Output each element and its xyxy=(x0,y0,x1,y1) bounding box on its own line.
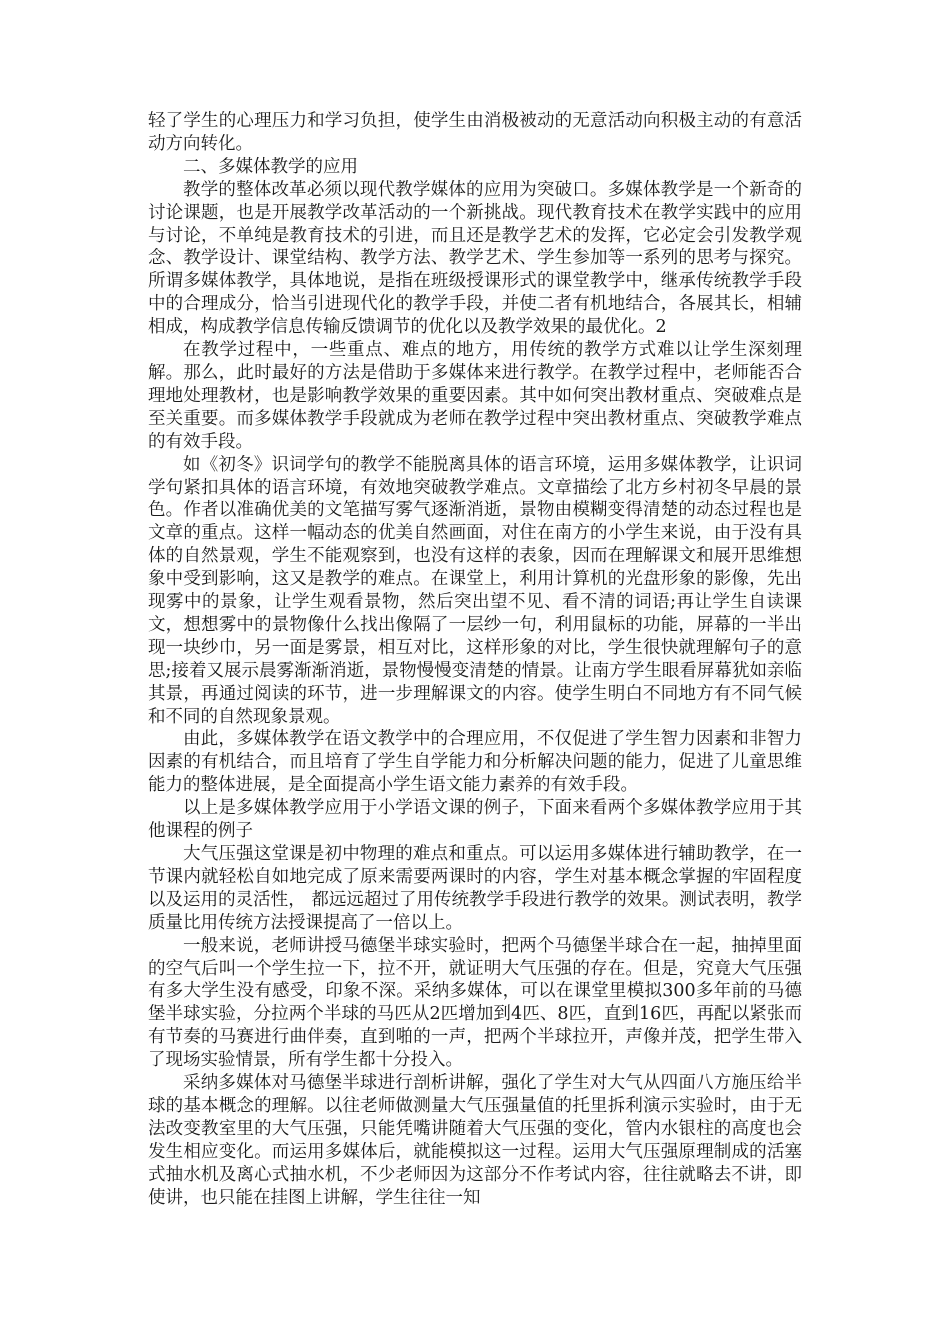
document-body xyxy=(148,110,802,1210)
paragraph-9: 一般来说，老师讲授马德堡半球实验时，把两个马德堡半球合在一起，抽掉里面的空气后叫一个学生拉一下，拉不开，就证明大气压强的存在。但是，究竟大气压强有多大学生没有感受，印象不深。采纳多媒体，可以在课堂里模拟300多年前的马德堡半球实验，分拉两个半球的马匹从2匹增加到4匹、8匹，直到16匹，再配以紧张而有节奏的马赛进行曲伴奏，直到啪的一声，把两个半球拉开，声像并茂，把学生带入了现场实验情景，所有学生都十分投入。 xyxy=(148,935,802,1071)
section-heading: 二、多媒体教学的应用 xyxy=(183,156,358,177)
paragraph-7: 以上是多媒体教学应用于小学语文课的例子，下面来看两个多媒体教学应用于其他课程的例子 xyxy=(148,798,802,842)
paragraph-1: 轻了学生的心理压力和学习负担，使学生由消极被动的无意活动向积极主动的有意活动方向转化。 xyxy=(148,111,802,154)
paragraph-10: 采纳多媒体对马德堡半球进行剖析讲解，强化了学生对大气从四面八方施压给半球的基本概念的理解。以往老师做测量大气压强量值的托里拆利演示实验时，由于无法改变教室里的大气压强，只能凭嘴讲随着大气压强的变化，管内水银柱的高度也会发生相应变化。而运用多媒体后，就能模拟这一过程。运用大气压强原理制成的活塞式抽水机及离心式抽水机，不少老师因为这部分不作考试内容，往往就略去不讲，即使讲，也只能在挂图上讲解，学生往往一知 xyxy=(148,1073,802,1208)
paragraph-6: 由此，多媒体教学在语文教学中的合理应用，不仅促进了学生智力因素和非智力因素的有机结合，而且培育了学生自学能力和分析解决问题的能力，促进了儿童思维能力的整体进展，是全面提高小学生语文能力素养的有效手段。 xyxy=(148,729,802,796)
paragraph-8: 大气压强这堂课是初中物理的难点和重点。可以运用多媒体进行辅助教学，在一节课内就轻松自如地完成了原来需要两课时的内容，学生对基本概念掌握的牢固程度以及运用的灵活性， 都远远超过了用传统教学手段进行教学的效果。测试表明，教学质量比用传统方法授课提高了一倍以上。 xyxy=(148,844,802,933)
paragraph-5: 如《初冬》识词学句的教学不能脱离具体的语言环境，运用多媒体教学，让识词学句紧扣具体的语言环境，有效地突破教学难点。文章描绘了北方乡村初冬早晨的景色。作者以准确优美的文笔描写雾气逐渐消逝，景物由模糊变得清楚的动态过程也是文章的重点。这样一幅动态的优美自然画面，对住在南方的小学生来说，由于没有具体的自然景观，学生不能观察到，也没有这样的表象，因而在理解课文和展开思维想象中受到影响，这又是教学的难点。在课堂上，利用计算机的光盘形象的影像，先出现雾中的景象，让学生观看景物，然后突出望不见、看不清的词语;再让学生自读课文，想想雾中的景物像什么找出像隔了一层纱一句，利用鼠标的功能，屏幕的一半出现一块纱巾，另一面是雾景，相互对比，这样形象的对比，学生很快就理解句子的意思;接着又展示晨雾渐渐消逝，景物慢慢变清楚的情景。让南方学生眼看屏幕犹如亲临其景，再通过阅读的环节，进一步理解课文的内容。使学生明白不同地方有不同气候和不同的自然现象景观。 xyxy=(148,454,802,727)
paragraph-3: 教学的整体改革必须以现代教学媒体的应用为突破口。多媒体教学是一个新奇的讨论课题，也是开展教学改革活动的一个新挑战。现代教育技术在教学实践中的应用与讨论，不单纯是教育技术的引进，而且还是教学艺术的发挥，它必定会引发教学观念、教学设计、课堂结构、教学方法、教学艺术、学生参加等一系列的思考与探究。所谓多媒体教学，具体地说，是指在班级授课形式的课堂教学中，继承传统教学手段中的合理成分，恰当引进现代化的教学手段，并使二者有机地结合，各展其长，相辅相成，构成教学信息传输反馈调节的优化以及教学效果的最优化。2 xyxy=(148,179,802,338)
paragraph-4: 在教学过程中，一些重点、难点的地方，用传统的教学方式难以让学生深刻理解。那么，此时最好的方法是借助于多媒体来进行教学。在教学过程中，老师能否合理地处理教材，也是影响教学效果的重要因素。其中如何突出教材重点、突破难点是至关重要。而多媒体教学手段就成为老师在教学过程中突出教材重点、突破教学难点的有效手段。 xyxy=(148,340,802,452)
